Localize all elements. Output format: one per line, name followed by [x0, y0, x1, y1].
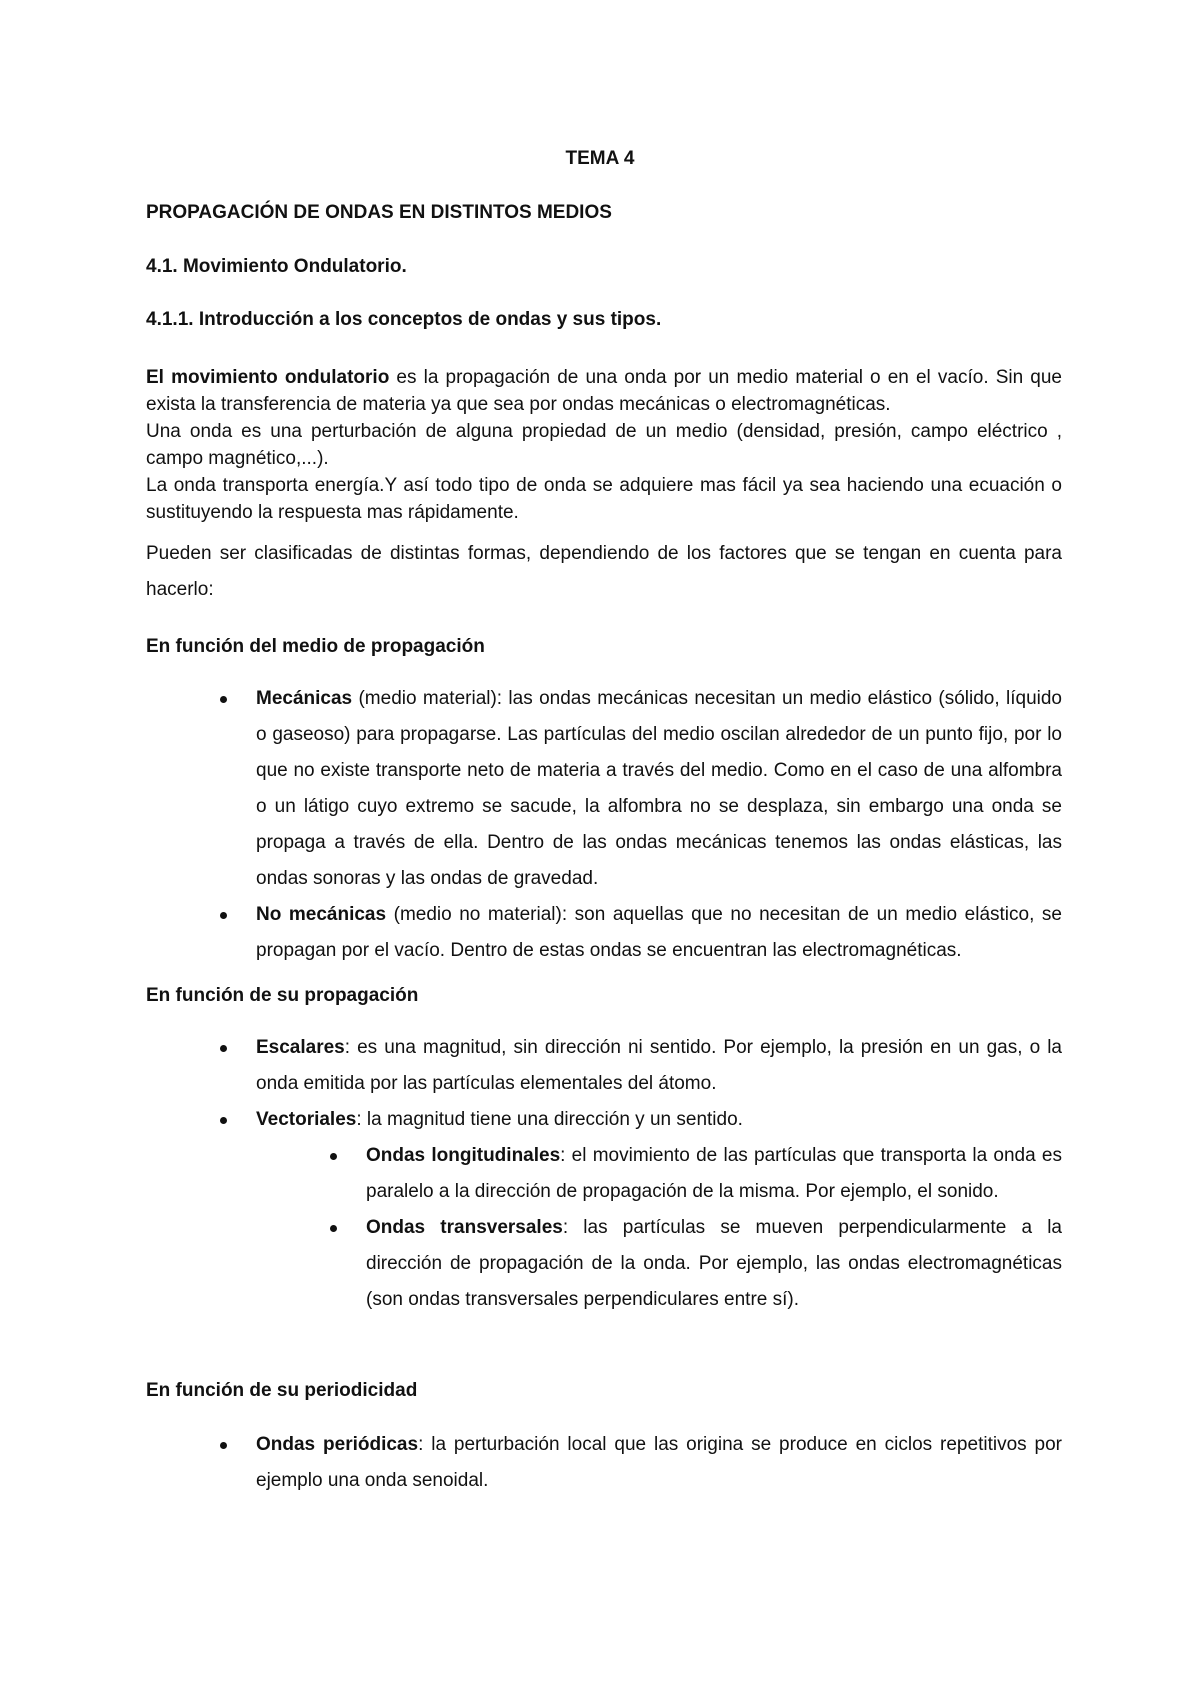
term-vectoriales: Vectoriales	[256, 1109, 357, 1130]
sublist-vectoriales	[366, 1138, 1062, 1318]
bullet-icon	[220, 1045, 227, 1052]
text-no-mecanicas: (medio no material): son aquellas que no necesitan de un medio elástico, se propagan por el vacío. Dentro de estas ondas se encuentran las electromagnéticas.	[256, 904, 1062, 961]
section-heading-4-1-1: 4.1.1. Introducción a los conceptos de ondas y sus tipos.	[146, 309, 662, 330]
intro-paragraph-3: La onda transporta energía.Y así todo tipo de onda se adquiere mas fácil ya sea haciendo una ecuación o sustituyendo la respuesta mas rápidamente.	[146, 475, 1062, 523]
bullet-icon	[220, 1442, 227, 1449]
list-item-transversales	[366, 1210, 1062, 1318]
text-escalares: : es una magnitud, sin dirección ni sentido. Por ejemplo, la presión en un gas, o la onda emitida por las partículas elementales del átomo.	[256, 1037, 1062, 1094]
text-mecanicas: (medio material): las ondas mecánicas necesitan un medio elástico (sólido, líquido o gaseoso) para propagarse. Las partículas del medio oscilan alrededor de un punto fijo, por lo que no existe transporte neto de materia a través del medio. Como en el caso de una alfombra o un látigo cuyo extremo se sacude, la alfombra no se desplaza, sin embargo una onda se propaga a través de ella. Dentro de las ondas mecánicas tenemos las ondas elásticas, las ondas sonoras y las ondas de gravedad.	[256, 688, 1062, 889]
term-mecanicas: Mecánicas	[256, 688, 353, 709]
section-heading-4-1: 4.1. Movimiento Ondulatorio.	[146, 256, 407, 277]
intro-paragraph-2: Una onda es una perturbación de alguna propiedad de un medio (densidad, presión, campo eléctrico , campo magnético,...).	[146, 421, 1062, 469]
list-item-mecanicas	[256, 681, 1062, 897]
term-no-mecanicas: No mecánicas	[256, 904, 387, 925]
bullet-icon	[220, 1117, 227, 1124]
intro-paragraph-4: Pueden ser clasificadas de distintas formas, dependiendo de los factores que se tengan en cuenta para hacerlo:	[146, 543, 1062, 600]
intro-text-1: es la propagación de una onda por un medio material o en el vacío. Sin que exista la transferencia de materia ya que sea por ondas mecánicas o electromagnéticas.	[146, 367, 1062, 415]
heading-periodicidad: En función de su periodicidad	[146, 1380, 418, 1401]
document-title: TEMA 4	[565, 148, 635, 169]
list-periodicidad	[256, 1427, 1062, 1499]
intro-term: El movimiento ondulatorio	[146, 367, 390, 388]
bullet-icon	[330, 1153, 337, 1160]
term-periodicas: Ondas periódicas	[256, 1434, 419, 1455]
bullet-icon	[220, 696, 227, 703]
term-escalares: Escalares	[256, 1037, 345, 1058]
term-longitudinales: Ondas longitudinales	[366, 1145, 561, 1166]
list-item-no-mecanicas	[256, 897, 1062, 969]
text-periodicas: : la perturbación local que las origina se produce en ciclos repetitivos por ejemplo una onda senoidal.	[256, 1434, 1062, 1491]
heading-propagacion: En función de su propagación	[146, 985, 419, 1006]
list-item-vectoriales	[256, 1102, 1062, 1138]
text-longitudinales: : el movimiento de las partículas que transporta la onda es paralelo a la dirección de propagación de la misma. Por ejemplo, el sonido.	[366, 1145, 1062, 1202]
list-item-escalares	[256, 1030, 1062, 1102]
list-medio	[256, 681, 1062, 969]
heading-medio: En función del medio de propagación	[146, 636, 485, 657]
term-transversales: Ondas transversales	[366, 1217, 563, 1238]
main-heading: PROPAGACIÓN DE ONDAS EN DISTINTOS MEDIOS	[146, 202, 612, 223]
list-propagacion	[256, 1030, 1062, 1138]
text-vectoriales: : la magnitud tiene una dirección y un sentido.	[356, 1109, 743, 1130]
intro-paragraph-1	[146, 364, 1062, 418]
list-item-periodicas	[256, 1427, 1062, 1499]
bullet-icon	[220, 912, 227, 919]
bullet-icon	[330, 1225, 337, 1232]
list-item-longitudinales	[366, 1138, 1062, 1210]
text-transversales: : las partículas se mueven perpendicularmente a la dirección de propagación de la onda. Por ejemplo, las ondas electromagnéticas (son ondas transversales perpendiculares entre sí).	[366, 1217, 1062, 1310]
